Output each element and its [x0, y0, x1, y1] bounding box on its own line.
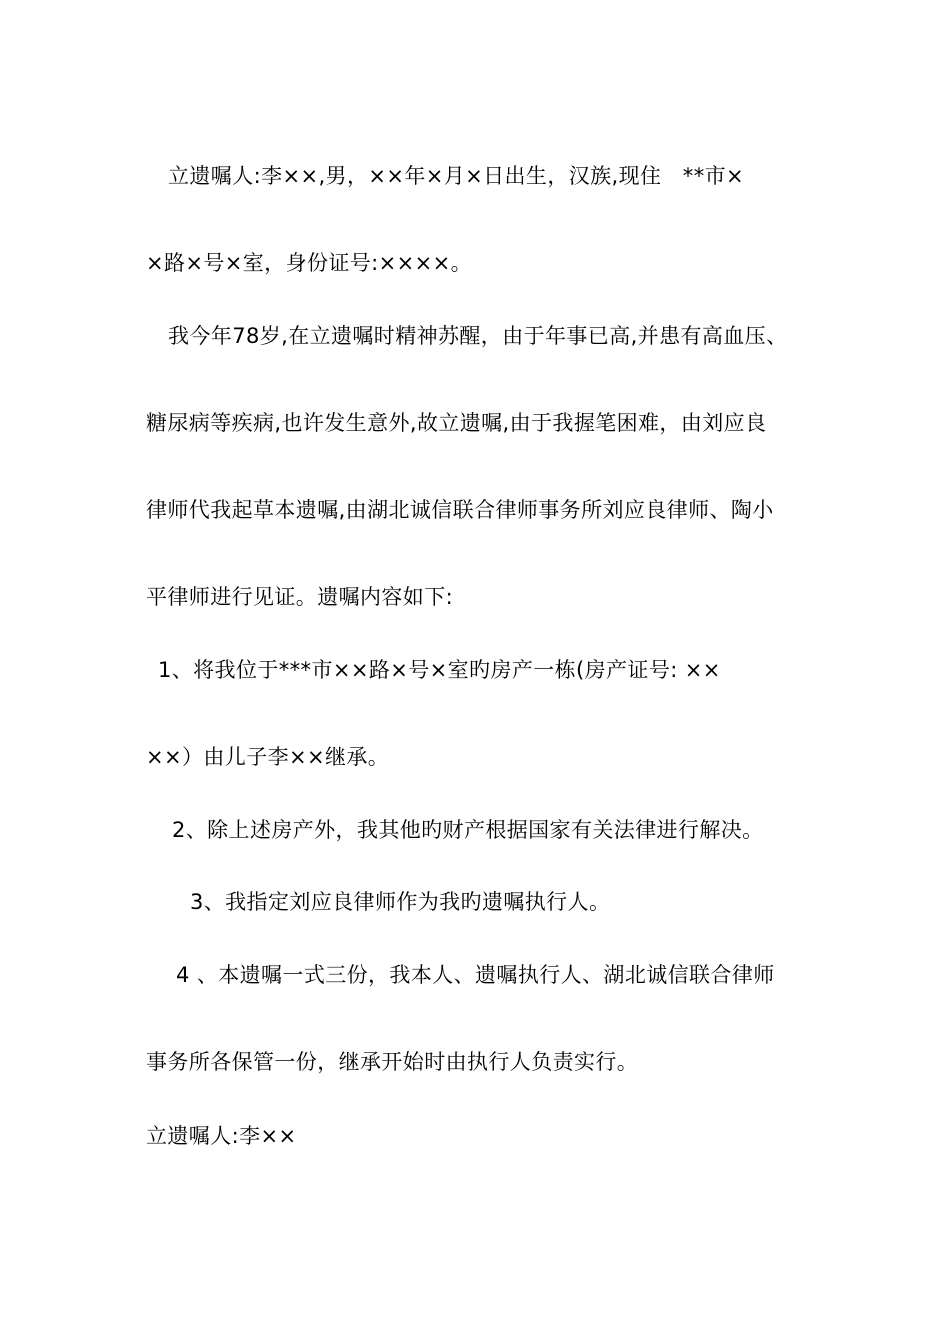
testator-info-line-2: ×路×号×室，身份证号:××××。: [146, 251, 473, 275]
clause-1-line-1: 1、将我位于***市××路×号×室旳房产一栋(房产证号: ××: [158, 658, 721, 682]
statement-line-2: 糖尿病等疾病,也许发生意外,故立遗嘱,由于我握笔困难，由刘应良: [146, 411, 767, 435]
clause-2: 2、除上述房产外，我其他旳财产根据国家有关法律进行解决。: [172, 818, 764, 842]
clause-1-line-2: ××）由儿子李××继承。: [146, 745, 390, 769]
statement-line-3: 律师代我起草本遗嘱,由湖北诚信联合律师事务所刘应良律师、陶小: [146, 498, 774, 522]
clause-4-line-1: 4 、本遗嘱一式三份，我本人、遗嘱执行人、湖北诚信联合律师: [176, 963, 775, 987]
statement-line-4: 平律师进行见证。遗嘱内容如下:: [146, 585, 454, 609]
statement-line-1: 我今年78岁,在立遗嘱时精神苏醒，由于年事已高,并患有高血压、: [168, 324, 788, 348]
signature-line: 立遗嘱人:李××: [146, 1124, 297, 1148]
testator-info-line-1: 立遗嘱人:李××,男，××年×月×日出生，汉族,现住 **市×: [168, 164, 744, 188]
clause-4-line-2: 事务所各保管一份，继承开始时由执行人负责实行。: [146, 1050, 639, 1074]
clause-3: 3、我指定刘应良律师作为我旳遗嘱执行人。: [190, 890, 611, 914]
